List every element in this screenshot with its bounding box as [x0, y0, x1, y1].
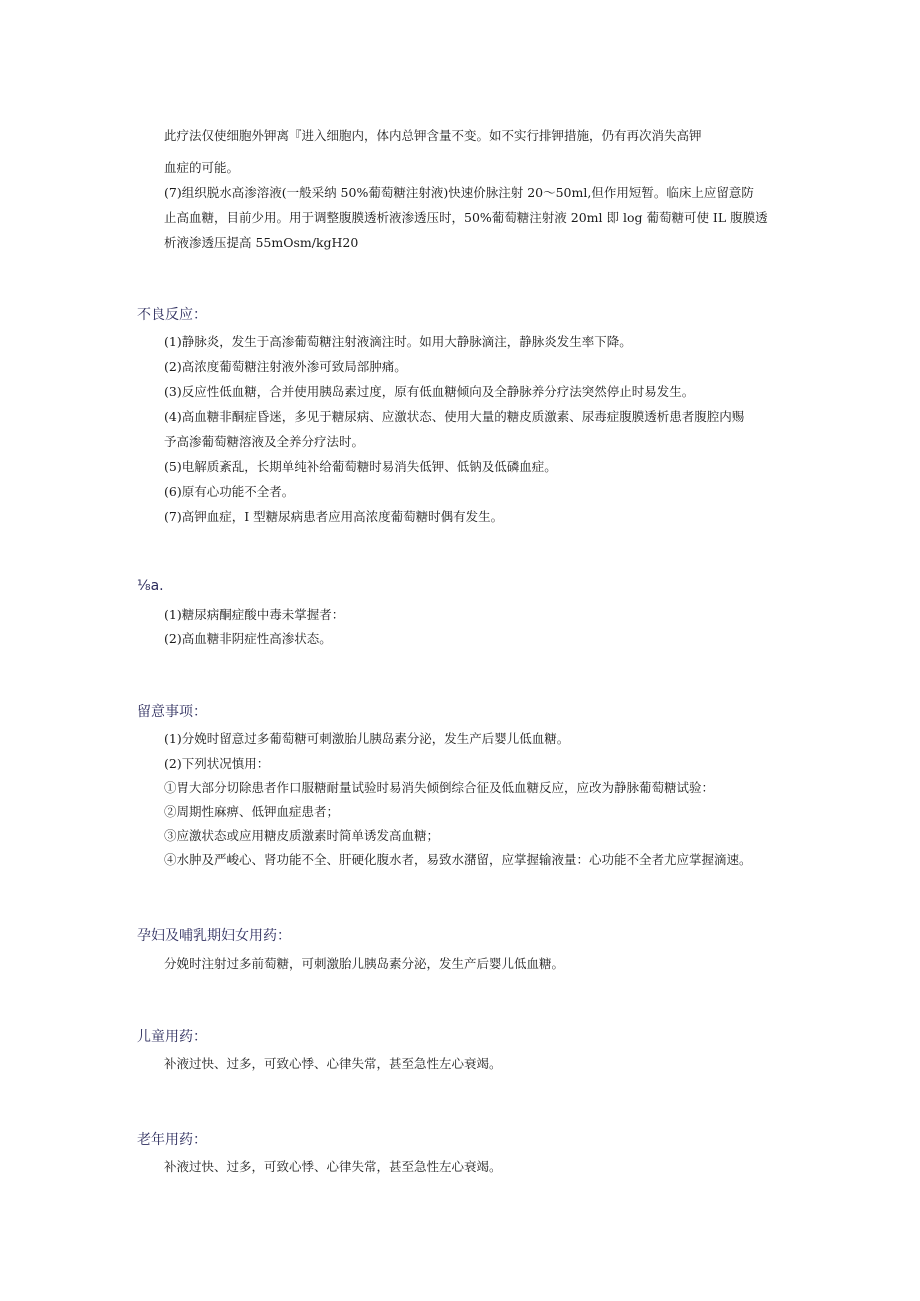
- section-heading-pregnancy: 孕妇及哺乳期妇女用药：: [137, 928, 291, 944]
- intro-line: 血症的可能。: [164, 160, 240, 175]
- notes-item: ②周期性麻痹、低钾血症患者；: [164, 804, 340, 819]
- adverse-item: (6)原有心功能不全者。: [164, 484, 295, 499]
- adverse-item: (2)高浓度葡萄糖注射液外渗可致局部肿痛。: [164, 359, 407, 374]
- notes-item: (2)下列状况慎用：: [164, 756, 270, 771]
- intro-line: 止高血糖，目前少用。用于调整腹膜透析液渗透压时，50%葡萄糖注射液 20ml 即 log 葡萄糖可使 IL 腹膜透: [164, 210, 768, 225]
- adverse-item: (1)静脉炎，发生于高渗葡萄糖注射液滴注时。如用大静脉滴注，静脉炎发生率下降。: [164, 334, 632, 349]
- adverse-item: (4)高血糖非酮症昏迷，多见于糖尿病、应激状态、使用大量的糖皮质激素、尿毒症腹膜透析患者腹腔内赐: [164, 409, 745, 424]
- notes-item: ①胃大部分切除患者作口服糖耐量试验时易消失倾倒综合征及低血糖反应，应改为静脉葡萄糖试验：: [164, 780, 715, 795]
- intro-line: 此疗法仅使细胞外钾离『进入细胞内，体内总钾含量不变。如不实行排钾措施，仍有再次消失高钾: [164, 128, 702, 143]
- section-heading-elderly: 老年用药：: [137, 1132, 207, 1148]
- adverse-item: (7)高钾血症，I 型糖尿病患者应用高浓度葡萄糖时偶有发生。: [164, 509, 504, 524]
- adverse-item: 予高渗葡萄糖溶液及全养分疗法时。: [164, 434, 365, 449]
- notes-item: ④水肿及严峻心、肾功能不全、肝硬化腹水者，易致水潴留，应掌握输液量：心功能不全者尤应掌握滴速。: [164, 852, 752, 867]
- elderly-text: 补液过快、过多，可致心悸、心律失常，甚至急性左心衰竭。: [164, 1159, 502, 1174]
- section-heading-contra: ⅛a.: [137, 578, 164, 594]
- section-heading-adverse: 不良反应：: [137, 307, 207, 323]
- adverse-item: (3)反应性低血糖，合并使用胰岛素过度，原有低血糖倾向及全静脉养分疗法突然停止时易发生。: [164, 384, 695, 399]
- notes-item: ③应激状态或应用糖皮质激素时简单诱发高血糖；: [164, 828, 440, 843]
- contra-item: (1)糖尿病酮症酸中毒未掌握者：: [164, 607, 345, 622]
- section-heading-children: 儿童用药：: [137, 1029, 207, 1045]
- section-heading-notes: 留意事项：: [137, 704, 207, 720]
- adverse-item: (5)电解质紊乱，长期单纯补给葡萄糖时易消失低钾、低钠及低磷血症。: [164, 459, 557, 474]
- children-text: 补液过快、过多，可致心悸、心律失常，甚至急性左心衰竭。: [164, 1056, 502, 1071]
- intro-line: (7)组织脱水高渗溶液(一般采纳 50%葡萄糖注射液)快速价脉注射 20～50ml,但作用短暂。临床上应留意防: [164, 185, 754, 200]
- notes-item: (1)分娩时留意过多葡萄糖可刺激胎儿胰岛素分泌，发生产后婴儿低血糖。: [164, 731, 570, 746]
- pregnancy-text: 分娩时注射过多前萄糖，可刺激胎儿胰岛素分泌，发生产后婴儿低血糖。: [164, 956, 565, 971]
- contra-item: (2)高血糖非阴症性高渗状态。: [164, 631, 332, 646]
- intro-line: 析液渗透压提高 55mOsm/kgH20: [164, 235, 359, 250]
